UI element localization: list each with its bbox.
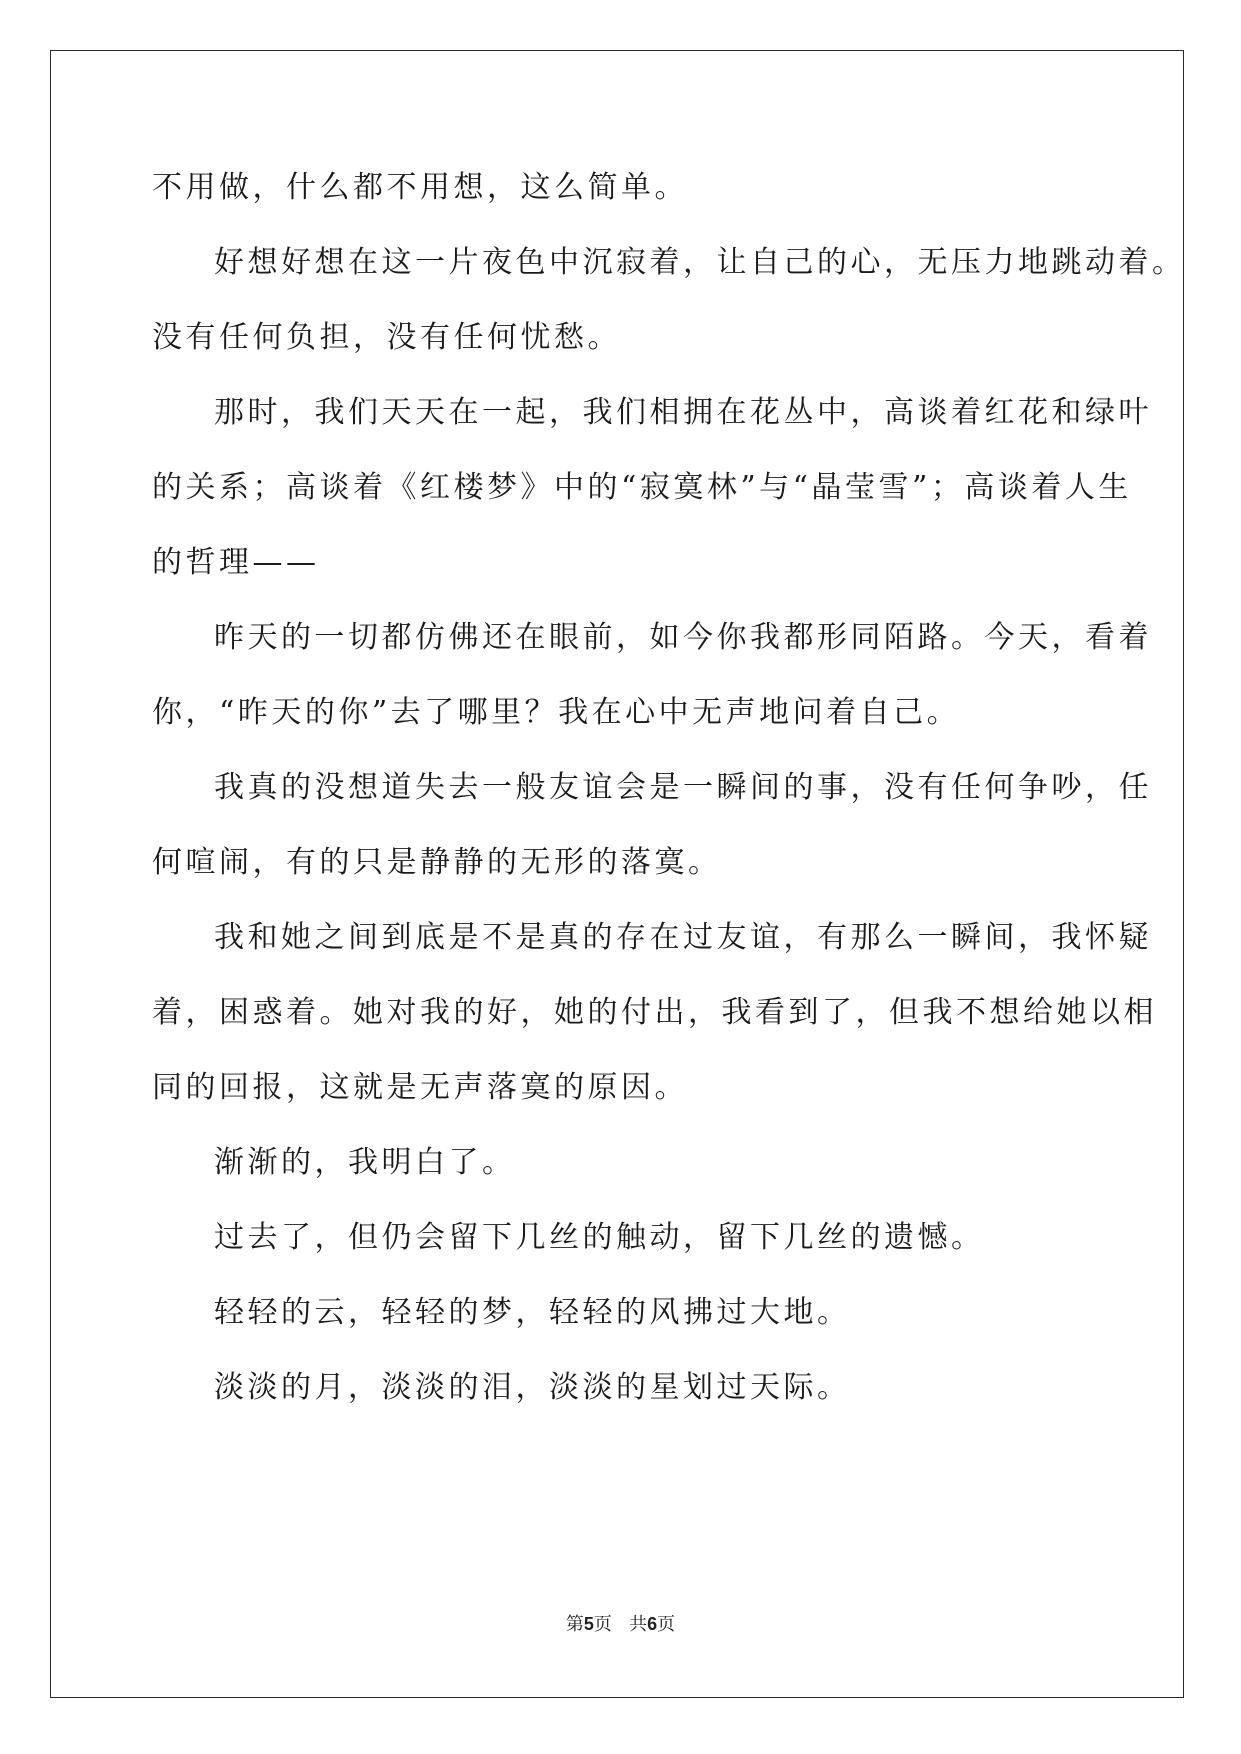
text-line: 何喧闹，有的只是静静的无形的落寞。: [152, 845, 722, 880]
paragraph-line: 淡淡的月，淡淡的泪，淡淡的星划过天际。: [214, 1370, 851, 1405]
text-line: 没有任何负担，没有任何忧愁。: [152, 320, 621, 355]
text-line: 的哲理——: [152, 545, 320, 580]
page-footer: [0, 1610, 1241, 1636]
paragraph-line: 渐渐的，我明白了。: [214, 1145, 516, 1180]
total-page-number: 6: [647, 1614, 658, 1634]
text-line: 的关系；高谈着《红楼梦》中的“寂寞林”与“晶莹雪”；高谈着人生: [152, 470, 1132, 505]
text-line: 不用做，什么都不用想，这么简单。: [152, 170, 688, 205]
footer-prefix: 第: [565, 1614, 584, 1635]
paragraph-line: 过去了，但仍会留下几丝的触动，留下几丝的遗憾。: [214, 1220, 985, 1255]
paragraph-line: 轻轻的云，轻轻的梦，轻轻的风拂过大地。: [214, 1295, 851, 1330]
paragraph-line: 我和她之间到底是不是真的存在过友谊，有那么一瞬间，我怀疑: [214, 920, 1152, 955]
paragraph-line: 好想好想在这一片夜色中沉寂着，让自己的心，无压力地跳动着。: [214, 245, 1186, 280]
text-line: 着，困惑着。她对我的好，她的付出，我看到了，但我不想给她以相: [152, 995, 1157, 1030]
footer-total-prefix: 共: [629, 1614, 648, 1635]
footer-total-suffix: 页: [657, 1614, 676, 1635]
footer-page-suffix: 页: [593, 1614, 612, 1635]
paragraph-line: 昨天的一切都仿佛还在眼前，如今你我都形同陌路。今天，看着: [214, 620, 1152, 655]
paragraph-line: 那时，我们天天在一起，我们相拥在花丛中，高谈着红花和绿叶: [214, 395, 1152, 430]
text-line: 你，“昨天的你”去了哪里？我在心中无声地问着自己。: [152, 695, 961, 730]
current-page-number: 5: [583, 1614, 594, 1634]
paragraph-line: 我真的没想道失去一般友谊会是一瞬间的事，没有任何争吵，任: [214, 770, 1152, 805]
text-line: 同的回报，这就是无声落寞的原因。: [152, 1070, 688, 1105]
